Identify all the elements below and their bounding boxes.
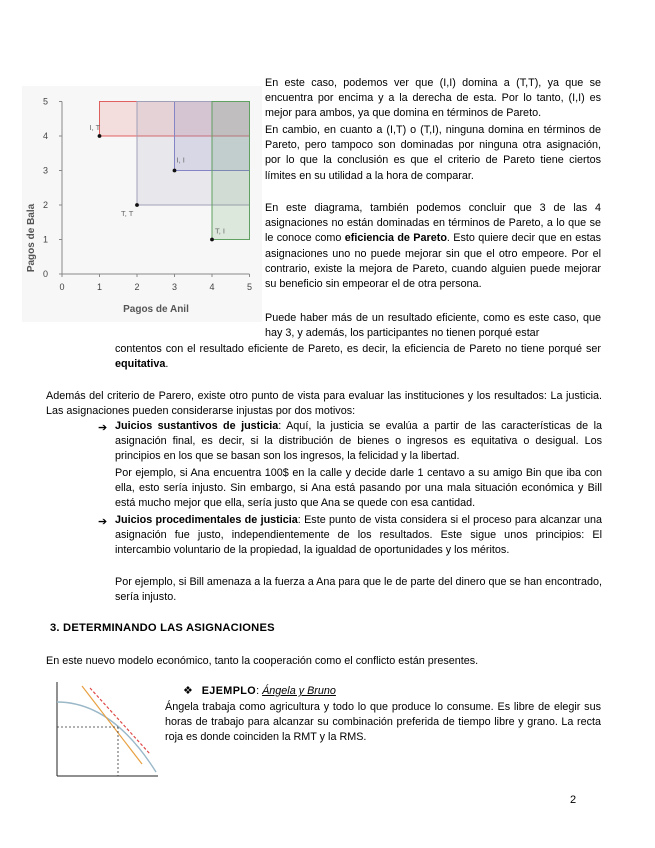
diagram-tangent-line xyxy=(90,688,150,754)
diagram-feasible-frontier xyxy=(57,702,156,772)
chart-x-axis-label: Pagos de Anil xyxy=(123,304,189,315)
diagram-indifference-line xyxy=(82,686,142,764)
efficiency-text-c: . Esto quiere decir que en estas asignaciones uno no puede mejorar sin que el otro empeore. Por el contrario, existe la mejora de Pareto, cuando alguien puede mejorar su beneficio sin empeorar el de otra persona. xyxy=(265,232,602,291)
data-point xyxy=(98,134,102,138)
justice-intro: Además del criterio de Parero, existe otro punto de vista para evaluar las instituciones y los resultados: La justicia. Las asignaciones pueden considerarse injustas por dos motivos: xyxy=(46,390,602,418)
arrow-bullet-icon: ➔ xyxy=(98,516,108,528)
y-tick-label: 2 xyxy=(42,200,48,210)
example-text: Ángela trabaja como agricultura y todo lo que produce lo consume. Es libre de elegir sus horas de trabajo para alcanzar su combinación preferida de tiempo libre y grano. La recta roja es donde coinciden la RMT y la RMS. xyxy=(165,701,601,744)
multiple-text-d: . xyxy=(165,358,169,371)
pareto-chart xyxy=(22,86,262,322)
section-intro: En este nuevo modelo económico, tanto la cooperación como el conflicto están presentes. xyxy=(46,655,479,667)
procedural-justice-example: Por ejemplo, si Bill amenaza a la fuerza a Ana para que le de parte del dinero que se han encontrado, sería injusto. xyxy=(115,576,602,604)
y-tick-label: 3 xyxy=(42,165,48,176)
x-tick-label: 2 xyxy=(134,282,140,292)
multiple-text-b: contentos con el resultado eficiente de Pareto, es decir, la eficiencia de Pareto no tiene porqué ser xyxy=(115,343,601,355)
intro-paragraph-multiple-a: Puede haber más de un resultado eficiente, como es este caso, que hay 3, y además, los participantes no tienen porqué estar xyxy=(265,312,601,340)
data-point-label: T, T xyxy=(121,209,134,218)
x-tick-label: 1 xyxy=(96,282,103,292)
page-number: 2 xyxy=(570,794,577,806)
arrow-bullet-icon: ➔ xyxy=(98,422,108,434)
dominance-region xyxy=(212,102,250,240)
equity-term: equitativa xyxy=(115,358,166,371)
procedural-justice-title: Juicios procedimentales de justicia xyxy=(115,514,298,526)
data-point-label: I, T xyxy=(89,123,101,132)
substantive-justice-text: : Aquí, la justicia se evalúa a partir de las características de la asignación final, es decir, si la distribución de bienes o ingresos es equitativa o desigual. Los principios en los que se basan son los ingresos, la felicidad y la libertad. xyxy=(115,420,602,463)
y-tick-label: 1 xyxy=(42,234,48,245)
data-point xyxy=(173,169,177,173)
efficiency-text-a: En este diagrama, también podemos concluir que 3 de las 4 asignaciones no están dominadas en términos de Pareto, a lo que se le conoce como xyxy=(265,202,601,245)
data-point-label: T, I xyxy=(215,226,226,236)
example-colon: : xyxy=(256,685,263,697)
substantive-justice-item xyxy=(115,419,602,465)
x-tick-label: 0 xyxy=(59,282,65,292)
intro-paragraph-efficiency xyxy=(265,201,601,292)
intro-paragraph-multiple-b xyxy=(115,342,601,372)
procedural-justice-item xyxy=(115,513,602,559)
data-point-label: I, I xyxy=(176,155,185,165)
section-heading: 3. DETERMINANDO LAS ASIGNACIONES xyxy=(50,622,275,634)
data-point xyxy=(210,238,214,242)
example-title: Ángela y Bruno xyxy=(262,685,336,697)
y-tick-label: 0 xyxy=(42,269,48,279)
procedural-justice-text: : Este punto de vista considera si el proceso para alcanzar una asignación fue justo, independientemente de los resultados. Este sigue unos principios: El intercambio voluntario de la propiedad, la igualdad de oportunidades y los méritos. xyxy=(115,514,602,557)
angela-diagram xyxy=(52,680,160,778)
data-point xyxy=(135,203,139,207)
intro-paragraph-limits: En cambio, en cuanto a (I,T) o (T,I), ninguna domina en términos de Pareto, pero tampoco son dominadas por ninguna otra asignación, por lo que la conclusión es que el criterio de Pareto tiene ciertos límites en su utilidad a la hora de comparar. xyxy=(265,124,601,182)
y-tick-label: 4 xyxy=(42,131,48,141)
x-tick-label: 5 xyxy=(246,282,253,292)
example-heading xyxy=(183,684,336,699)
diamond-bullet-icon: ❖ xyxy=(183,685,193,697)
substantive-justice-example: Por ejemplo, si Ana encuentra 100$ en la calle y decide darle 1 centavo a su amigo Bin que iba con ella, esto sería injusto. Sin embargo, si Ana está pasando por una mala situación económica y Bill está mucho mejor que ella, sería justo que Ana se quede con esa cantidad. xyxy=(115,467,602,510)
x-tick-label: 3 xyxy=(171,282,178,292)
chart-y-axis-label: Pagos de Bala xyxy=(26,203,37,273)
efficiency-term: eficiencia de Pareto xyxy=(344,232,447,245)
y-tick-label: 5 xyxy=(42,96,48,107)
example-label: EJEMPLO xyxy=(201,685,257,697)
intro-paragraph-dominance: En este caso, podemos ver que (I,I) domina a (T,T), ya que se encuentra por encima y a la derecha de esta. Por lo tanto, (I,I) es mejor para ambos, ya que domina en términos de Pareto. xyxy=(265,77,601,120)
x-tick-label: 4 xyxy=(209,282,215,292)
substantive-justice-title: Juicios sustantivos de justicia xyxy=(115,420,279,432)
